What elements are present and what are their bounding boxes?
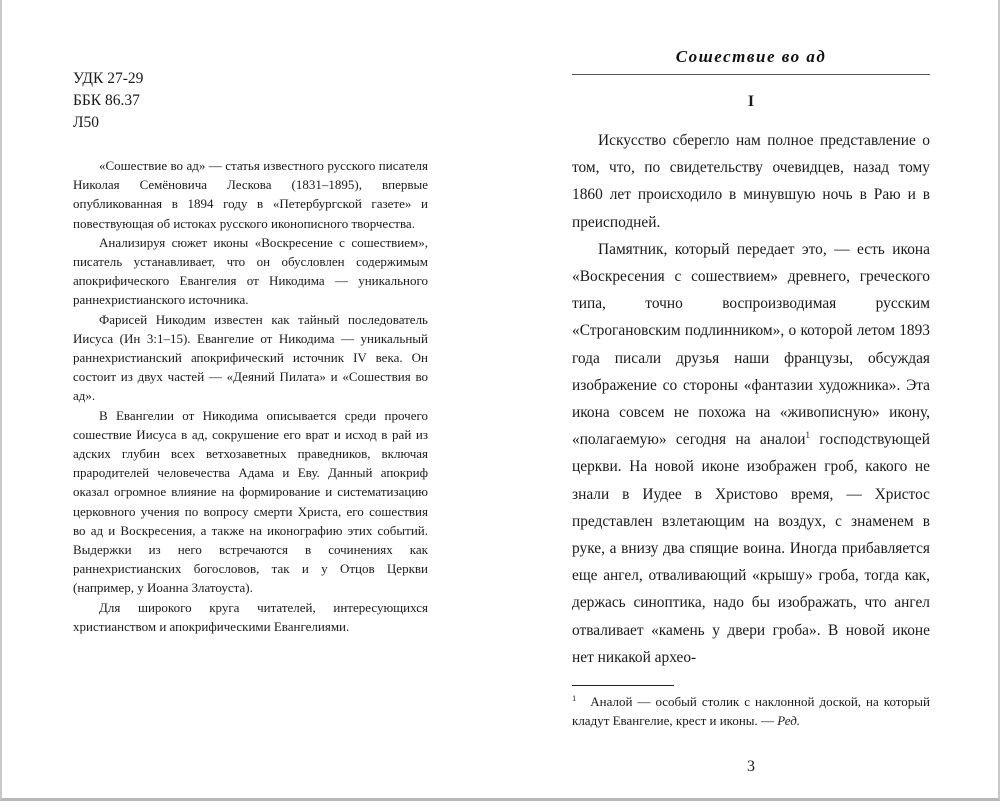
annotation-paragraph: Анализируя сюжет иконы «Воскресение с сошествием», писатель устанавливает, что он обусловлен содержимым апокрифического Евангелия от Никодима — уникального раннехристианского источника. [73,234,428,308]
chapter-number: I [747,93,755,110]
annotation-paragraph: Для широкого круга читателей, интересующихся христианством и апокрифическими Евангелиями. [73,599,428,634]
running-head: Сошествие во ад [675,47,827,66]
body-paragraph: Искусство сберегло нам полное представление о том, что, по свидетельству очевидцев, назад тому 1860 лет происходило в минувшую ночь в Раю и в преисподней. [572,132,930,231]
footnote-rule [572,685,674,686]
body-paragraph [572,236,930,671]
body-text-segment: господствующей церкви. На новой иконе изображен гроб, какого не знали в Иудее в Христово время, — Христос представлен взлетающим на воздух, с знаменем в руке, а внизу два спящие воина. Иногда прибавляется еще ангел, отваливающий «крышу» гроба, тогда как, держась синоптика, надо бы изображать, что ангел отваливает «камень у двери гроба». В новой иконе нет никакой архео- [572,431,930,666]
author-mark: Л50 [73,114,100,131]
right-page [500,0,1000,808]
footnote [572,689,930,730]
body-text-segment: Памятник, который передает это, — есть икона «Воскресения с сошествием» древнего, греческого типа, точно воспроизводимая русским «Строгановским подлинником», о которой летом 1893 года писали друзья наши французы, обсуждая изображение со стороны «фантазии художника». Эта икона совсем не похожа на «живописную» икону, «полагаемую» сегодня на аналои [572,240,930,449]
footnote-mark: 1 [572,693,577,704]
page-number: 3 [747,758,755,776]
classification-codes [73,68,428,134]
annotation-paragraph: В Евангелии от Никодима описывается среди прочего сошествие Иисуса в ад, сокрушение его врат и исход в рай из адских глубин всех ветхозаветных праведников, включая прародителей человечества Адама и Еву. Данный апокриф оказал огромное влияние на формирование и систематизацию церковного учения по вопросу смерти Христа, его сошествия во ад и Воскресения, а также на иконографию этих событий. Выдержки из него встречаются в сочинениях как раннехристианских богословов, так и у Отцов Церкви (например, у Иоанна Златоуста). [73,407,428,596]
body-text [572,127,930,671]
annotation-paragraph: «Сошествие во ад» — статья известного русского писателя Николая Семёновича Лескова (1831–1895), впервые опубликованная в 1894 году в «Петербургской газете» и повествующая об истоках русского иконописного творчества. [73,158,428,231]
running-head-rule [572,74,930,75]
annotation [73,156,428,636]
footnote-text: Аналой — особый столик с наклонной доской, на который кладут Евангелие, крест и иконы. — [572,694,930,729]
udk-code: УДК 27-29 [73,70,144,87]
annotation-paragraph: Фарисей Никодим известен как тайный последователь Иисуса (Ин 3:1–15). Евангелие от Никодима — уникальный раннехристианский апокрифический источник IV века. Он состоит из двух частей — «Деяний Пилата» и «Сошествия во ад». [73,311,428,404]
bbk-code: ББК 86.37 [73,92,140,109]
footnote-editor-note: Ред. [777,713,801,729]
footnote-reference[interactable]: 1 [805,430,811,441]
